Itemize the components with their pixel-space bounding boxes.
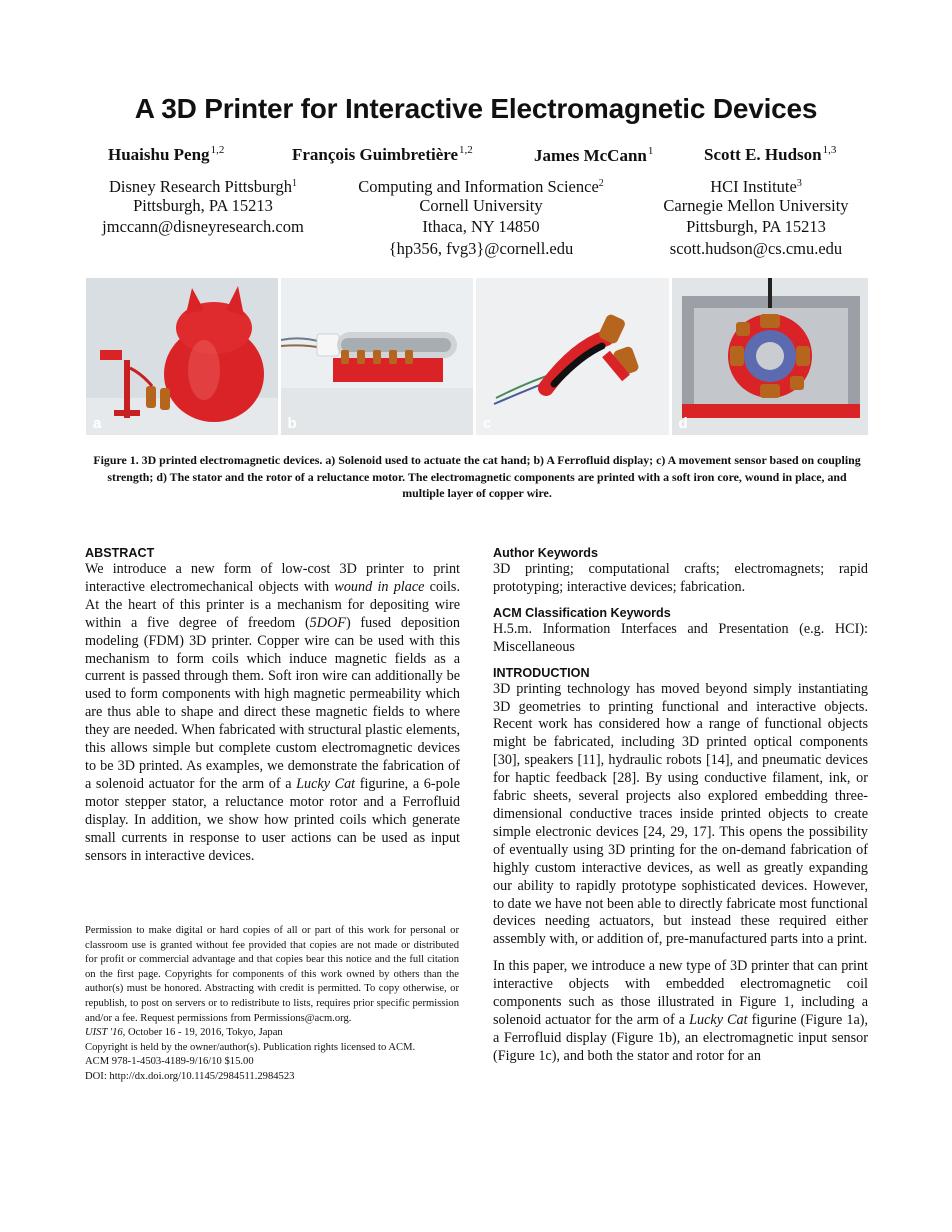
figure-1 xyxy=(86,278,868,435)
affiliation-line: Computing and Information Science xyxy=(358,177,599,196)
acm-classification-text: H.5.m. Information Interfaces and Presentation (e.g. HCI): Miscellaneous xyxy=(493,620,868,655)
abstract-heading: ABSTRACT xyxy=(85,546,155,560)
affiliation-line: HCI Institute xyxy=(710,177,797,196)
affiliation-line: Cornell University xyxy=(419,195,543,215)
affiliation-line: Pittsburgh, PA 15213 xyxy=(133,195,273,215)
affiliation-line: {hp356, fvg3}@cornell.edu xyxy=(388,238,574,258)
abstract-body: We introduce a new form of low-cost 3D printer to print interactive electromechanical objects with wound in place coils. At the heart of this printer is a mechanism for depositing wire within a five degree of freedom (5DOF) fused deposition modeling (FDM) 3D printer. Copper wire can be used with this mechanism to form coils which induce magnetic fields as a current is passed through them. Soft iron wire can additionally be used to form components with high magnetic permeability which are thus able to shape and direct these magnetic fields to where they are needed. When fabricated with structural plastic elements, this allows simple but complete custom electromagnetic devices to be 3D printed. As examples, we demonstrate the fabrication of a solenoid actuator for the arm of a Lucky Cat figurine, a 6-pole motor stepper stator, a reluctance motor rotor and a Ferrofluid display. In addition, we show how printed coils which generate small currents in response to user actions can be used as input sensors in interactive devices. xyxy=(85,561,461,864)
lucky-cat-photo xyxy=(86,278,278,435)
author-name: Huaishu Peng xyxy=(108,145,210,164)
affiliation-3 xyxy=(636,173,876,259)
figure-panel-b xyxy=(281,278,474,435)
acm-classification-heading: ACM Classification Keywords xyxy=(493,605,671,620)
permission-text: Permission to make digital or hard copies of all or part of this work for personal or classroom use is granted without fee provided that copies are not made or distributed for profit or commercial advantage and that copies bear this notice and the full citation on the first page. Copyrights for components of this work owned by others than the author(s) must be honored. Abstracting with credit is permitted. To copy otherwise, or republish, to post on servers or to redistribute to lists, requires prior specific permission and/or a fee. Request permissions from Permissions@acm.org. xyxy=(85,925,459,1024)
panel-label: a xyxy=(93,415,102,432)
ferrofluid-display-photo xyxy=(281,278,474,435)
affiliation-1 xyxy=(83,173,323,238)
permission-block xyxy=(85,924,459,1085)
acm-isbn: ACM 978-1-4503-4189-9/16/10 $15.00 xyxy=(85,1056,254,1068)
author-2 xyxy=(292,144,473,165)
author-name: François Guimbretière xyxy=(292,145,459,164)
figure-panel-d xyxy=(672,278,868,435)
author-affil-sup: 1,2 xyxy=(210,144,225,156)
author-1 xyxy=(108,144,224,165)
affiliation-line: Carnegie Mellon University xyxy=(663,195,849,215)
author-name: Scott E. Hudson xyxy=(704,145,822,164)
paper-title: A 3D Printer for Interactive Electromagnetic Devices xyxy=(134,93,818,124)
introduction-paragraph-2: In this paper, we introduce a new type of 3D printer that can print interactive objects with embedded electromagnetic coil components such as those illustrated in Figure 1, including a solenoid actuator for the arm of a Lucky Cat figurine (Figure 1a), a Ferrofluid display (Figure 1b), an electromagnetic input sensor (Figure 1c), and both the stator and rotor for an xyxy=(493,958,869,1064)
author-name: James McCann xyxy=(534,146,647,165)
figure-panel-a xyxy=(86,278,278,435)
figure-panel-c xyxy=(476,278,669,435)
author-keywords-heading: Author Keywords xyxy=(493,546,598,560)
author-4 xyxy=(704,144,836,165)
copyright-line: Copyright is held by the owner/author(s). Publication rights licensed to ACM. xyxy=(85,1041,416,1053)
affiliation-line: Ithaca, NY 14850 xyxy=(422,217,540,236)
affiliation-line: jmccann@disneyresearch.com xyxy=(102,217,304,236)
figure-caption: Figure 1. 3D printed electromagnetic devices. a) Solenoid used to actuate the cat hand; b) A Ferrofluid display; c) A movement sensor based on coupling strength; d) The stator and the rotor of a reluctance motor. The electromagnetic components are printed with a soft iron core, wound in place, and multiple layer of copper wire. xyxy=(93,453,861,500)
panel-label: b xyxy=(287,415,297,432)
doi-link[interactable]: DOI: http://dx.doi.org/10.1145/2984511.2984523 xyxy=(85,1070,295,1082)
affiliation-sup: 2 xyxy=(598,178,604,189)
reluctance-motor-photo xyxy=(672,278,868,435)
affiliation-sup: 1 xyxy=(292,178,297,189)
author-affil-sup: 1 xyxy=(647,145,654,157)
left-column xyxy=(85,545,460,865)
panel-label: c xyxy=(483,415,492,432)
affiliation-line: Pittsburgh, PA 15213 xyxy=(686,217,826,236)
author-affil-sup: 1,2 xyxy=(459,144,473,156)
panel-label: d xyxy=(678,415,688,432)
author-3 xyxy=(534,145,653,166)
author-keywords-text: 3D printing; computational crafts; electromagnets; rapid prototyping; interactive devices; fabrication. xyxy=(493,561,868,595)
right-column xyxy=(493,545,868,1066)
venue: UIST '16, October 16 - 19, 2016, Tokyo, Japan xyxy=(85,1027,283,1039)
author-affil-sup: 1,3 xyxy=(822,144,837,156)
affiliation-sup: 3 xyxy=(796,178,802,189)
affiliation-line: Disney Research Pittsburgh xyxy=(108,177,292,196)
affiliation-line: scott.hudson@cs.cmu.edu xyxy=(669,238,843,258)
introduction-paragraph-1: 3D printing technology has moved beyond simply instantiating 3D geometries to printing functional and interactive objects. Recent work has considered how a range of functional objects might be fabricated, including 3D printed optical components [30], speakers [11], hydraulic robots [14], and pneumatic devices for haptic feedback [28]. By using conductive filament, ink, or fabric sheets, several projects also explored embedding three-dimensional conductive traces inside printed objects to create simple electronic devices [24, 29, 17]. This opens the possibility of eventually using 3D printing for the on-demand fabrication of highly custom interactive devices, as well as greatly expanding our ability to rapidly prototype sophisticated devices. However, to date we have not been able to directly fabricate most functional devices needing actuators, but instead these required either assembly with, or addition of, pre-manufactured parts into a print. xyxy=(493,680,868,948)
introduction-heading: INTRODUCTION xyxy=(493,665,590,680)
affiliation-2 xyxy=(336,173,626,259)
movement-sensor-photo xyxy=(476,278,669,435)
